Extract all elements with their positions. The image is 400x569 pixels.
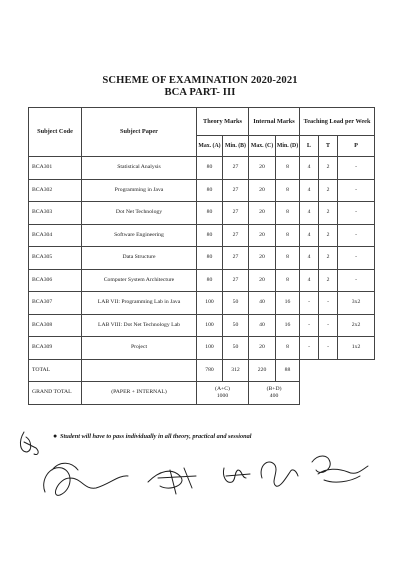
grand-total-note: (PAPER + INTERNAL): [82, 381, 197, 404]
cell-min-d: 8: [276, 247, 300, 270]
header-max-c: Max. (C): [249, 136, 276, 157]
header-lecture: L: [300, 136, 319, 157]
cell-min-d: 16: [276, 314, 300, 337]
header-internal-marks: Internal Marks: [249, 108, 300, 136]
cell-max-a: 80: [197, 202, 223, 225]
cell-min-b: 27: [223, 224, 249, 247]
grand-total-label: GRAND TOTAL: [29, 381, 82, 404]
page-title: SCHEME OF EXAMINATION 2020-2021: [102, 75, 298, 86]
total-d: 88: [276, 359, 300, 381]
cell-min-b: 27: [223, 269, 249, 292]
cell-min-b: 50: [223, 314, 249, 337]
cell-lecture: 4: [300, 202, 319, 225]
cell-max-c: 40: [249, 292, 276, 315]
cell-min-d: 8: [276, 269, 300, 292]
cell-tutorial: 2: [319, 202, 338, 225]
cell-code: BCA303: [29, 202, 82, 225]
cell-code: BCA306: [29, 269, 82, 292]
cell-lecture: -: [300, 314, 319, 337]
cell-max-a: 80: [197, 157, 223, 180]
header-teaching-load: Teaching Load per Week: [300, 108, 375, 136]
cell-paper: Dot Net Technology: [82, 202, 197, 225]
cell-practical: -: [338, 247, 375, 270]
cell-practical: 1x2: [338, 337, 375, 360]
cell-max-a: 80: [197, 224, 223, 247]
cell-paper: Programming in Java: [82, 179, 197, 202]
cell-code: BCA304: [29, 224, 82, 247]
cell-lecture: -: [300, 337, 319, 360]
cell-paper: LAB VII: Programming Lab in Java: [82, 292, 197, 315]
signature-2: [44, 463, 128, 495]
header-min-b: Min. (B): [223, 136, 249, 157]
cell-code: BCA309: [29, 337, 82, 360]
cell-tutorial: 2: [319, 269, 338, 292]
cell-lecture: 4: [300, 269, 319, 292]
cell-practical: -: [338, 224, 375, 247]
cell-min-d: 8: [276, 202, 300, 225]
cell-max-a: 80: [197, 179, 223, 202]
grand-total-ac-value: 1000: [216, 392, 229, 399]
cell-max-c: 40: [249, 314, 276, 337]
total-label: TOTAL: [29, 359, 82, 381]
cell-tutorial: -: [319, 292, 338, 315]
header-tutorial: T: [319, 136, 338, 157]
cell-tutorial: -: [319, 314, 338, 337]
header-min-d: Min. (D): [276, 136, 300, 157]
cell-min-b: 27: [223, 157, 249, 180]
cell-max-c: 20: [249, 157, 276, 180]
cell-tutorial: 2: [319, 224, 338, 247]
cell-lecture: -: [300, 292, 319, 315]
cell-max-c: 20: [249, 224, 276, 247]
cell-max-c: 20: [249, 269, 276, 292]
cell-paper: Computer System Architecture: [82, 269, 197, 292]
cell-paper: Project: [82, 337, 197, 360]
cell-max-c: 20: [249, 179, 276, 202]
cell-max-a: 80: [197, 269, 223, 292]
cell-tutorial: 2: [319, 247, 338, 270]
cell-tutorial: 2: [319, 157, 338, 180]
cell-practical: -: [338, 202, 375, 225]
header-practical: P: [338, 136, 375, 157]
cell-max-a: 80: [197, 247, 223, 270]
cell-min-d: 8: [276, 337, 300, 360]
total-c: 220: [249, 359, 276, 381]
grand-total-bd-label: (B+D): [266, 385, 282, 392]
cell-min-b: 27: [223, 202, 249, 225]
cell-max-a: 100: [197, 314, 223, 337]
cell-max-c: 20: [249, 247, 276, 270]
cell-practical: 2x2: [338, 314, 375, 337]
cell-min-d: 8: [276, 179, 300, 202]
cell-code: BCA301: [29, 157, 82, 180]
page-subtitle: BCA PART- III: [164, 87, 236, 98]
cell-paper: LAB VIII: Dot Net Technology Lab: [82, 314, 197, 337]
cell-min-d: 16: [276, 292, 300, 315]
header-max-a: Max. (A): [197, 136, 223, 157]
bullet-icon: ●: [53, 432, 58, 440]
pass-note: Student will have to pass individually in all theory, practical and sessional: [60, 433, 252, 440]
cell-practical: -: [338, 269, 375, 292]
cell-lecture: 4: [300, 157, 319, 180]
grand-total-bd-value: 400: [269, 392, 279, 399]
cell-tutorial: -: [319, 337, 338, 360]
signature-1: [20, 432, 38, 455]
cell-paper: Data Structure: [82, 247, 197, 270]
cell-practical: -: [338, 157, 375, 180]
cell-code: BCA307: [29, 292, 82, 315]
header-subject-code: Subject Code: [29, 108, 82, 157]
signature-6: [312, 456, 368, 482]
cell-paper: Statistical Analysis: [82, 157, 197, 180]
cell-lecture: 4: [300, 179, 319, 202]
signature-4: [223, 468, 250, 482]
cell-min-b: 50: [223, 337, 249, 360]
header-theory-marks: Theory Marks: [197, 108, 249, 136]
cell-max-a: 100: [197, 292, 223, 315]
total-b: 312: [223, 359, 249, 381]
cell-min-b: 27: [223, 247, 249, 270]
signature-5: [261, 462, 298, 486]
signature-3: [148, 468, 196, 494]
cell-min-d: 8: [276, 224, 300, 247]
cell-max-c: 20: [249, 202, 276, 225]
cell-max-a: 100: [197, 337, 223, 360]
cell-max-c: 20: [249, 337, 276, 360]
cell-code: BCA305: [29, 247, 82, 270]
cell-paper: Software Engineering: [82, 224, 197, 247]
cell-practical: 3x2: [338, 292, 375, 315]
total-a: 780: [197, 359, 223, 381]
cell-min-b: 50: [223, 292, 249, 315]
header-subject-paper: Subject Paper: [82, 108, 197, 157]
cell-min-b: 27: [223, 179, 249, 202]
cell-lecture: 4: [300, 247, 319, 270]
cell-code: BCA308: [29, 314, 82, 337]
cell-lecture: 4: [300, 224, 319, 247]
cell-code: BCA302: [29, 179, 82, 202]
grand-total-ac-label: (A+C): [215, 385, 230, 392]
cell-min-d: 8: [276, 157, 300, 180]
cell-practical: -: [338, 179, 375, 202]
cell-tutorial: 2: [319, 179, 338, 202]
